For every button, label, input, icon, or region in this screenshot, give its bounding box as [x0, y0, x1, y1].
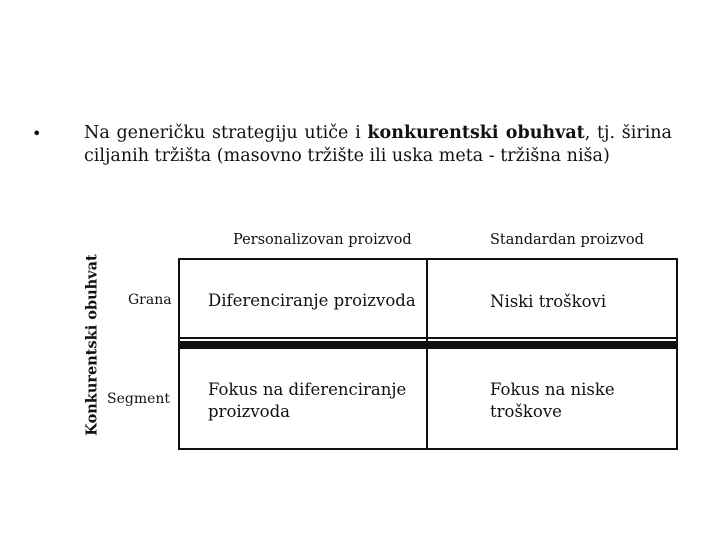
- intro-part-1: Na generičku strategiju utiče i: [84, 123, 368, 143]
- cell-low-cost-focus: Fokus na niske troškove: [490, 380, 615, 421]
- grid-line-row-divider-thick: [178, 341, 678, 349]
- grid-line-bottom: [178, 448, 678, 450]
- grid-line-row-divider-thin: [178, 337, 678, 339]
- cell-differentiation-focus: Fokus na diferenciranje proizvoda: [208, 380, 407, 421]
- column-header-personalized: Personalizovan proizvod: [233, 232, 412, 248]
- grid-line-right: [676, 258, 678, 450]
- cell-low-costs: Niski troškovi: [490, 292, 607, 311]
- grid-line-top: [178, 258, 678, 260]
- grid-line-middle-vertical: [426, 258, 428, 450]
- column-header-standard: Standardan proizvod: [490, 232, 644, 248]
- intro-text: [84, 122, 672, 168]
- row-label-segment: Segment: [107, 391, 171, 407]
- bullet-marker: •: [32, 124, 42, 143]
- intro-bold-term: konkurentski obuhvat: [367, 123, 585, 143]
- grid-line-left: [178, 258, 180, 450]
- y-axis-label: Konkurentski obuhvat: [83, 254, 101, 436]
- row-label-industry: Grana: [128, 292, 172, 308]
- intro-part-2: , tj. širina ciljanih tržišta (masovno tržište ili uska meta - tržišna niša): [84, 123, 672, 166]
- cell-product-differentiation: Diferenciranje proizvoda: [208, 291, 416, 310]
